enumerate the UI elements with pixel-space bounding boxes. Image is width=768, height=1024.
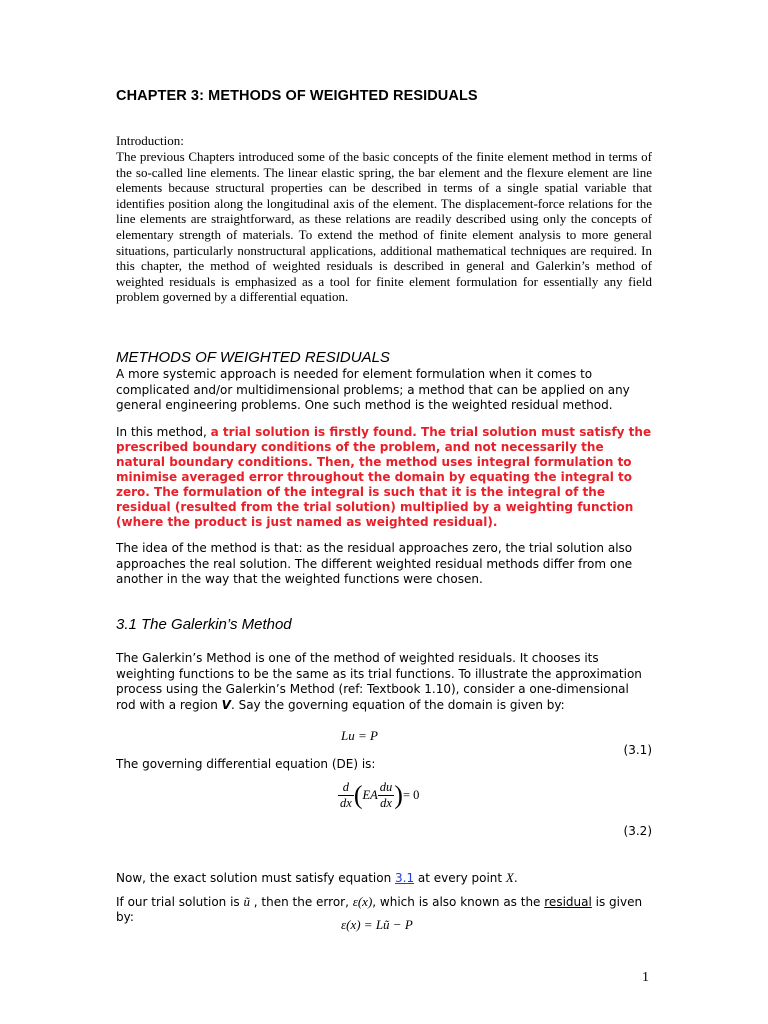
section-paragraph-2 xyxy=(116,425,652,530)
eq2-du: du xyxy=(379,780,393,794)
equation-number-3-2: (3.2) xyxy=(623,824,652,838)
section-heading: METHODS OF WEIGHTED RESIDUALS xyxy=(116,349,390,366)
eq2-rhs: = 0 xyxy=(402,788,420,802)
subsection-paragraph-2 xyxy=(116,870,652,886)
intro-paragraph: The previous Chapters introduced some of the basic concepts of the finite element method in terms of the so-called line elements. The linear elastic spring, the bar element and the flexure element are line elements because structural properties can be described in terms of a single spatial variable that identifies position along the longitudinal axis of the element. The displacement-force relations for the line elements are straightforward, as these relations are readily described using only the concepts of elementary strength of materials. To extend the method of finite element analysis to more general situations, particularly nonstructural applications, additional mathematical techniques are required. In this chapter, the method of weighted residuals is described in general and Galerkin’s method of weighted residuals is emphasized as a tool for finite element formulation for essentially any field problem governed by a differential equation. xyxy=(116,149,652,305)
trial-solution-symbol: ũ xyxy=(243,894,250,909)
intro-label: Introduction: xyxy=(116,133,184,148)
para6-end: is given by: xyxy=(116,895,643,924)
para6-prefix: If our trial solution is xyxy=(116,895,244,909)
eq2-dx: dx xyxy=(340,796,352,810)
para5-prefix: Now, the exact solution must satisfy equation xyxy=(116,871,395,885)
eq2-d: d xyxy=(342,780,350,794)
eq2-dx2: dx xyxy=(378,795,395,811)
subsection-heading: 3.1 The Galerkin’s Method xyxy=(116,616,292,633)
equation-3-2: $\frac{d}{dx}$ (EA $\frac{du}{dx}$ )= 0 xyxy=(340,780,420,810)
equation-residual: ε(x) = Lũ − P xyxy=(341,917,413,932)
para5-mid: at every point xyxy=(414,871,506,885)
de-label: The governing differential equation (DE) is: xyxy=(116,757,376,771)
residual-term: residual xyxy=(544,895,592,909)
para5-variable: X xyxy=(505,870,514,885)
equation-link-3-1[interactable]: 3.1 xyxy=(395,871,415,885)
region-symbol: V xyxy=(221,697,231,712)
para4-end: . Say the governing equation of the domain is given by: xyxy=(230,697,565,712)
chapter-title: CHAPTER 3: METHODS OF WEIGHTED RESIDUALS xyxy=(116,88,478,104)
eq2-ea: EA xyxy=(362,788,378,802)
section-paragraph-3: The idea of the method is that: as the residual approaches zero, the trial solution also approaches the real solution. The different weighted residual methods differ from one another in the way that the weighted functions were chosen. xyxy=(116,541,633,586)
para4-text: The Galerkin’s Method is one of the method of weighted residuals. It chooses its weighting functions to be the same as its trial functions. To illustrate the approximation process using the Galerkin’s Method (ref: Textbook 1.10), consider a one-dimensional rod with a region xyxy=(116,651,642,712)
para2-prefix: In this method, xyxy=(116,425,211,439)
section-paragraph-1: A more systemic approach is needed for element formulation when it comes to complicated and/or multidimensional problems; a method that can be applied on any general engineering problems. One such method is the weighted residual method. xyxy=(116,367,630,412)
para6-mid2: , which is also known as the xyxy=(372,895,545,909)
equation-number-3-1: (3.1) xyxy=(623,743,652,757)
para2-highlight: a trial solution is firstly found. The trial solution must satisfy the prescribed boundary conditions of the problem, and not necessarily the natural boundary conditions. Then, the method uses integral formulation to minimise averaged error throughout the domain by equating the integral to zero. The formulation of the integral is such that it is the integral of the residual (resulted from the trial solution) multiplied by a weighting function (where the product is just named as weighted residual). xyxy=(116,425,652,529)
page-number: 1 xyxy=(642,970,649,985)
para5-end: . xyxy=(513,871,518,885)
equation-3-1: Lu = P xyxy=(341,728,378,743)
error-symbol: ε(x) xyxy=(352,894,373,909)
subsection-paragraph-1 xyxy=(116,651,652,713)
para6-mid1: , then the error, xyxy=(249,895,353,909)
